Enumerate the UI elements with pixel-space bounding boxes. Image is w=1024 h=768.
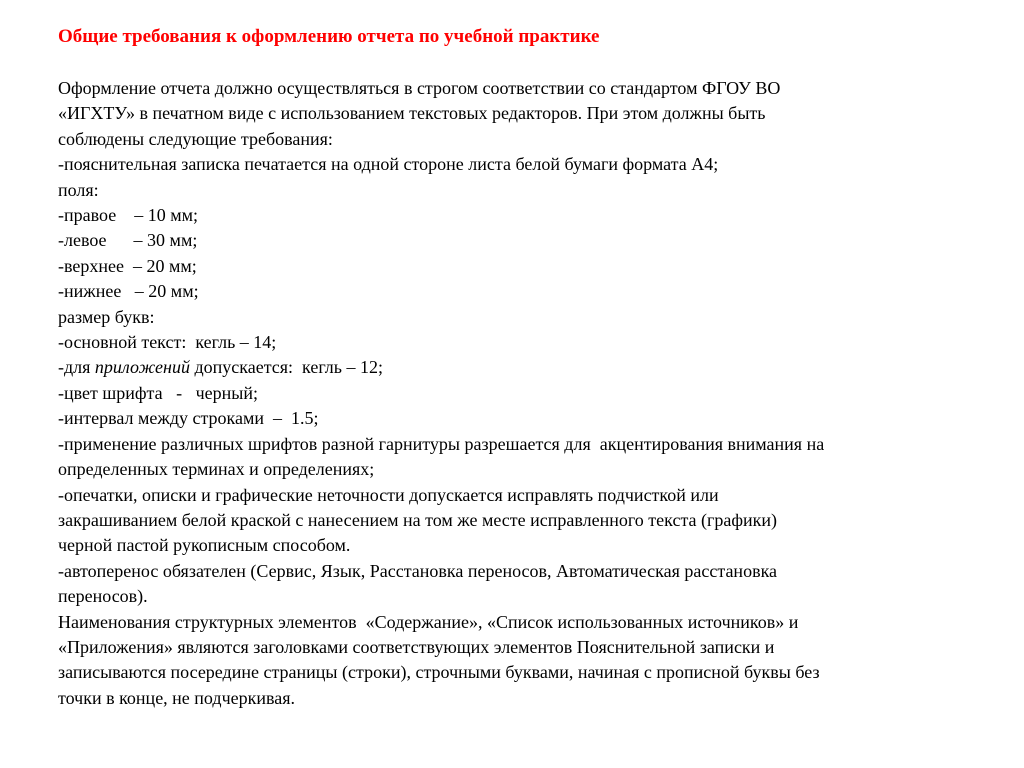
slide-body xyxy=(58,76,984,711)
text-line: Оформление отчета должно осуществляться в строгом соответствии со стандартом ФГОУ ВО xyxy=(58,78,781,98)
text-line: -применение различных шрифтов разной гарнитуры разрешается для акцентирования внимания на xyxy=(58,433,825,454)
text-line: поля: xyxy=(58,179,99,200)
text-line xyxy=(58,355,984,380)
text-fragment: допускается: кегль – 12; xyxy=(189,357,384,378)
text-line: -нижнее – 20 мм; xyxy=(58,281,199,302)
text-fragment: -для xyxy=(58,357,95,378)
text-line: записываются посередине страницы (строки), строчными буквами, начиная с прописной буквы без xyxy=(58,662,820,683)
text-line: соблюдены следующие требования: xyxy=(58,128,333,149)
text-line: «ИГХТУ» в печатном виде с использованием текстовых редакторов. При этом должны быть xyxy=(58,103,766,124)
text-line: размер букв: xyxy=(58,306,155,327)
text-line: -интервал между строками – 1.5; xyxy=(58,408,319,429)
text-line: переносов). xyxy=(58,586,148,607)
text-line: Наименования структурных элементов «Содержание», «Список использованных источников» и xyxy=(58,611,799,632)
text-line: -правое – 10 мм; xyxy=(58,205,198,226)
text-line: -пояснительная записка печатается на одной стороне листа белой бумаги формата А4; xyxy=(58,154,719,175)
text-line: определенных терминах и определениях; xyxy=(58,459,375,480)
text-line: -опечатки, описки и графические неточности допускается исправлять подчисткой или xyxy=(58,484,719,505)
italic-fragment: приложений xyxy=(94,357,190,378)
text-line: -автоперенос обязателен (Сервис, Язык, Расстановка переносов, Автоматическая расстановка xyxy=(58,560,778,581)
text-line: закрашиванием белой краской с нанесением на том же месте исправленного текста (графики) xyxy=(58,509,778,530)
text-line: -левое – 30 мм; xyxy=(58,230,198,251)
slide-title: Общие требования к оформлению отчета по учебной практике xyxy=(58,26,600,47)
text-line: -верхнее – 20 мм; xyxy=(58,255,197,276)
text-line: черной пастой рукописным способом. xyxy=(58,535,351,556)
text-line: -основной текст: кегль – 14; xyxy=(58,332,277,353)
text-line: точки в конце, не подчеркивая. xyxy=(58,687,296,708)
text-line: -цвет шрифта - черный; xyxy=(58,382,259,403)
text-line: «Приложения» являются заголовками соответствующих элементов Пояснительной записки и xyxy=(58,636,775,657)
